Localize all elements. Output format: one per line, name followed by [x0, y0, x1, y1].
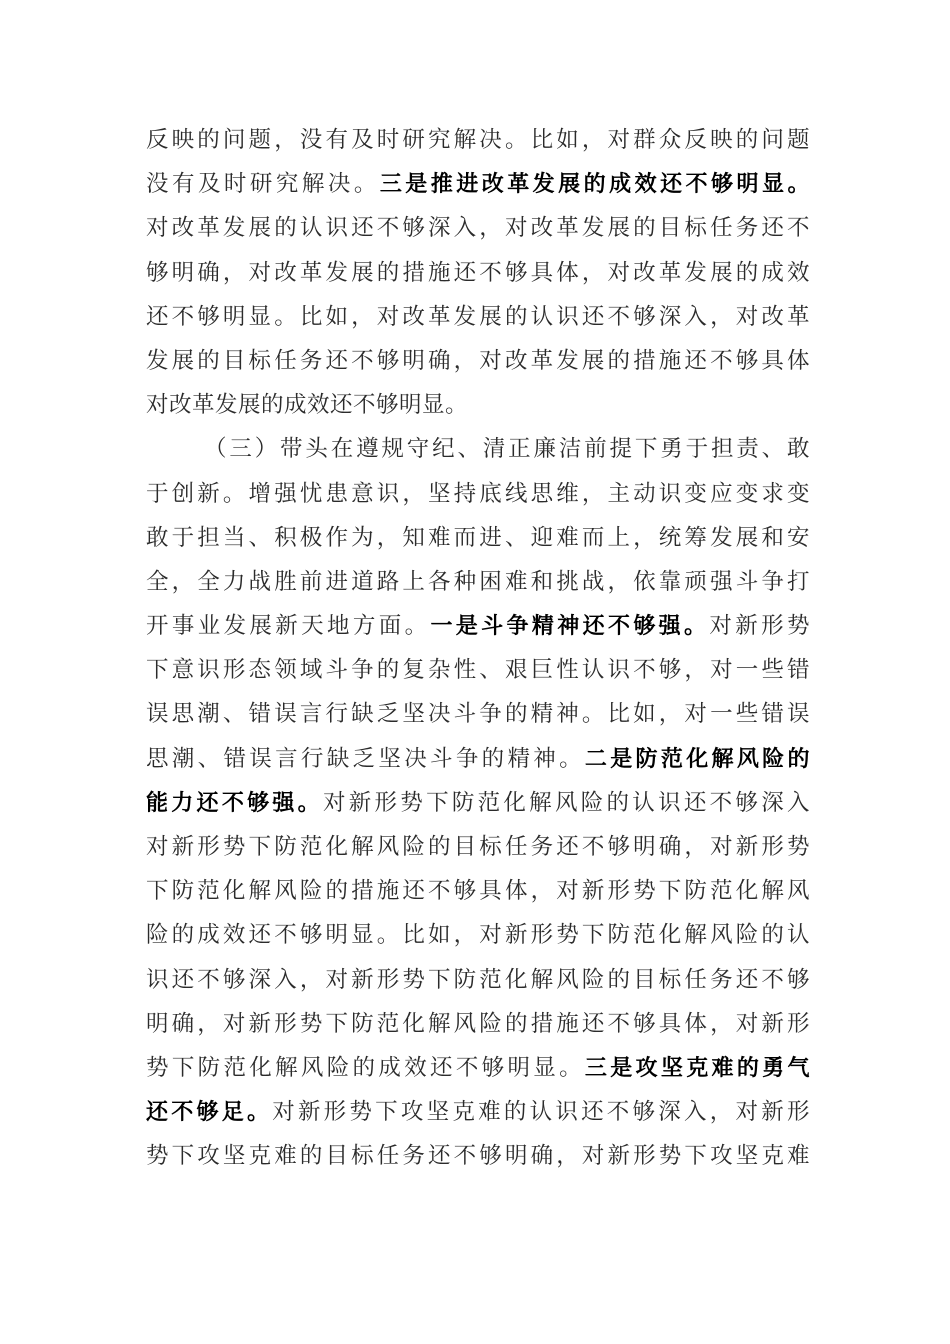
text-run: 势下攻坚克难的目标任务还不够明确，对新形势下攻坚克难	[146, 1143, 810, 1170]
bold-text-run: 三是攻坚克难的勇气	[584, 1055, 810, 1081]
text-line	[146, 339, 810, 383]
text-line	[146, 958, 810, 1002]
text-run: 还不够明显。比如，对改革发展的认识还不够深入，对改革	[146, 303, 810, 330]
text-run: 思潮、错误言行缺乏坚决斗争的精神。	[146, 745, 585, 772]
text-line	[146, 206, 810, 250]
text-line	[146, 295, 810, 339]
text-run: 没有及时研究解决。	[146, 171, 380, 198]
text-line	[146, 648, 810, 692]
text-run: 对新形势	[709, 613, 810, 640]
text-line	[146, 1134, 810, 1178]
text-run: 险的成效还不够明显。比如，对新形势下防范化解风险的认	[146, 922, 810, 949]
text-run: 开事业发展新天地方面。	[146, 613, 431, 640]
text-line	[146, 560, 810, 604]
text-run: 反映的问题，没有及时研究解决。比如，对群众反映的问题	[146, 127, 810, 153]
text-line	[146, 1090, 810, 1134]
text-line	[146, 251, 810, 295]
text-run: 对新形势下防范化解风险的目标任务还不够明确，对新形势	[146, 834, 810, 860]
text-line	[146, 516, 810, 560]
text-run: 发展的目标任务还不够明确，对改革发展的措施还不够具体	[146, 347, 810, 374]
bold-text-run: 二是防范化解风险的	[584, 746, 810, 772]
text-run: （三）带头在遵规守纪、清正廉洁前提下勇于担责、敢	[204, 436, 810, 463]
text-run: 误思潮、错误言行缺乏坚决斗争的精神。比如，对一些错误	[146, 701, 810, 728]
text-run: 识还不够深入，对新形势下防范化解风险的目标任务还不够	[146, 966, 810, 993]
text-run: 全，全力战胜前进道路上各种困难和挑战，依靠顽强斗争打	[146, 568, 810, 595]
text-line	[146, 383, 810, 427]
text-line	[146, 472, 810, 516]
text-run: 敢于担当、积极作为，知难而进、迎难而上，统筹发展和安	[146, 524, 810, 551]
text-line	[146, 604, 810, 648]
text-line	[146, 1046, 810, 1090]
text-run: 下意识形态领域斗争的复杂性、艰巨性认识不够，对一些错	[146, 657, 810, 684]
text-run: 势下防范化解风险的成效还不够明显。	[146, 1054, 585, 1081]
bold-text-run: 还不够足。	[146, 1100, 273, 1126]
bold-text-run: 能力还不够强。	[146, 790, 323, 816]
text-line	[146, 162, 810, 206]
text-line	[146, 825, 810, 869]
text-run: 于创新。增强忧患意识，坚持底线思维，主动识变应变求变	[146, 480, 810, 507]
text-line	[146, 913, 810, 957]
text-line	[146, 737, 810, 781]
text-run: 对改革发展的认识还不够深入，对改革发展的目标任务还不	[146, 215, 810, 242]
text-line	[146, 427, 810, 471]
text-run: 对新形势下攻坚克难的认识还不够深入，对新形	[272, 1099, 810, 1126]
text-line	[146, 869, 810, 913]
bold-text-run: 三是推进改革发展的成效还不够明显。	[379, 172, 810, 198]
text-line	[146, 118, 810, 162]
text-run: 够明确，对改革发展的措施还不够具体，对改革发展的成效	[146, 259, 810, 286]
text-line	[146, 1002, 810, 1046]
text-run: 下防范化解风险的措施还不够具体，对新形势下防范化解风	[146, 878, 810, 905]
text-line	[146, 692, 810, 736]
bold-text-run: 一是斗争精神还不够强。	[430, 614, 710, 640]
text-run: 对改革发展的成效还不够明显。	[146, 392, 469, 419]
text-run: 对新形势下防范化解风险的认识还不够深入	[322, 789, 810, 816]
text-run: 明确，对新形势下防范化解风险的措施还不够具体，对新形	[146, 1010, 810, 1037]
text-line	[146, 781, 810, 825]
body-text	[146, 118, 810, 1179]
